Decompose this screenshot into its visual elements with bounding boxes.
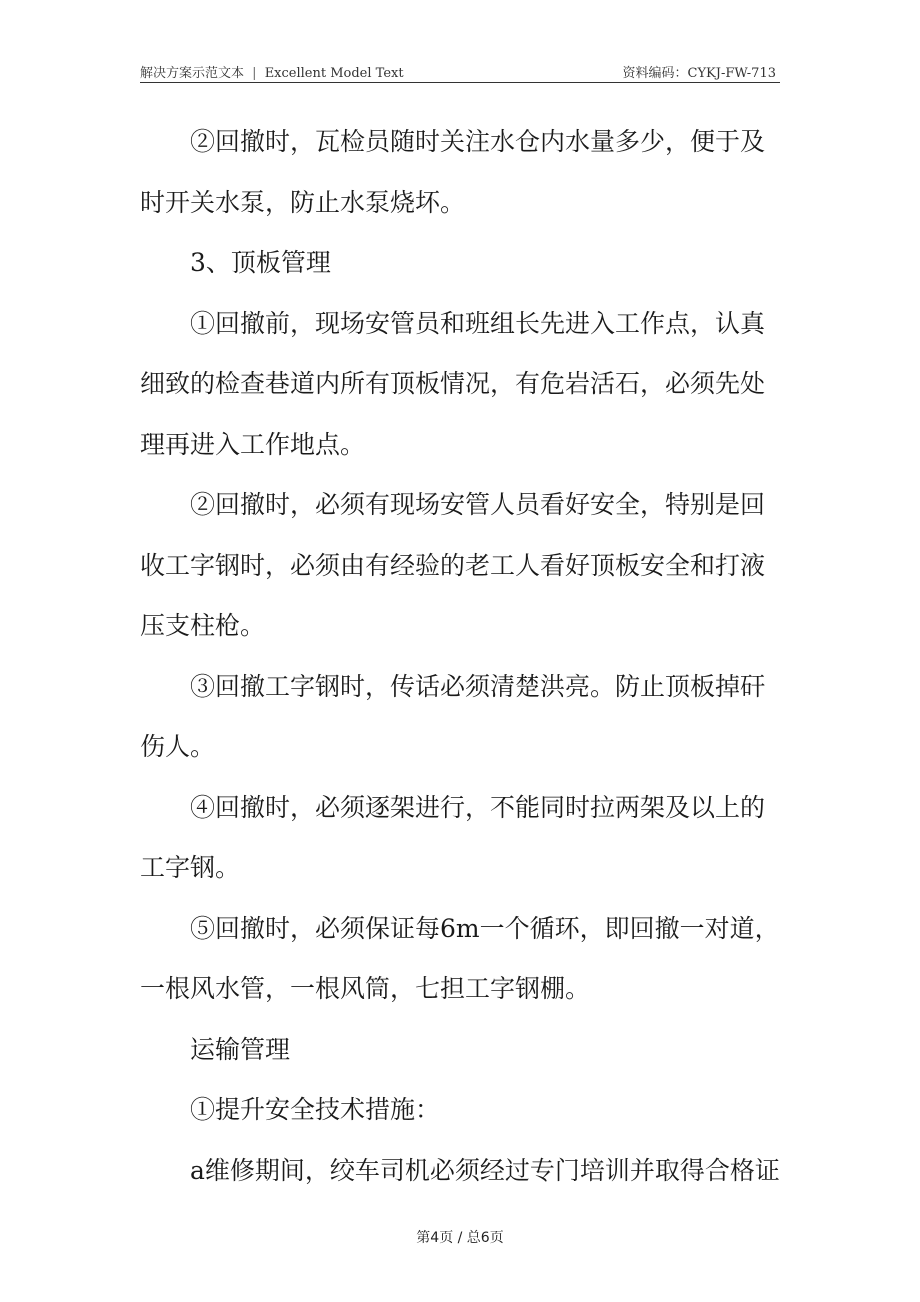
section-heading: 3、顶板管理 xyxy=(190,248,331,277)
header-separator: | xyxy=(252,66,257,81)
paragraph: ⑤回撤时，必须保证每6m一个循环，即回撤一对道，一根风水管，一根风筒，七担工字钢棚。 xyxy=(140,913,780,1003)
paragraph: ①提升安全技术措施： xyxy=(190,1095,441,1124)
document-code: 资料编码：CYKJ-FW-713 xyxy=(622,66,776,81)
page-number: 第4页 / 总6页 xyxy=(416,1230,504,1246)
document-body xyxy=(140,112,780,1201)
paragraph: ①回撤前，现场安管员和班组长先进入工作点，认真细致的检查巷道内所有顶板情况，有危岩活石，必须先处理再进入工作地点。 xyxy=(140,308,766,459)
paragraph: ④回撤时，必须逐架进行，不能同时拉两架及以上的工字钢。 xyxy=(140,792,766,882)
paragraph: ②回撤时，必须有现场安管人员看好安全，特别是回收工字钢时，必须由有经验的老工人看好顶板安全和打液压支柱枪。 xyxy=(140,490,766,640)
header-left xyxy=(140,62,404,81)
section-heading: 运输管理 xyxy=(190,1034,291,1064)
header-title-en: Excellent Model Text xyxy=(264,66,404,81)
page-header xyxy=(140,58,780,83)
header-title: 解决方案示范文本 xyxy=(140,66,245,81)
paragraph: ②回撤时，瓦检员随时关注水仓内水量多少，便于及时开关水泵，防止水泵烧坏。 xyxy=(140,127,766,217)
paragraph: a维修期间，绞车司机必须经过专门培训并取得合格证 xyxy=(190,1155,780,1185)
paragraph: ③回撤工字钢时，传话必须清楚洪亮。防止顶板掉矸伤人。 xyxy=(140,671,766,761)
